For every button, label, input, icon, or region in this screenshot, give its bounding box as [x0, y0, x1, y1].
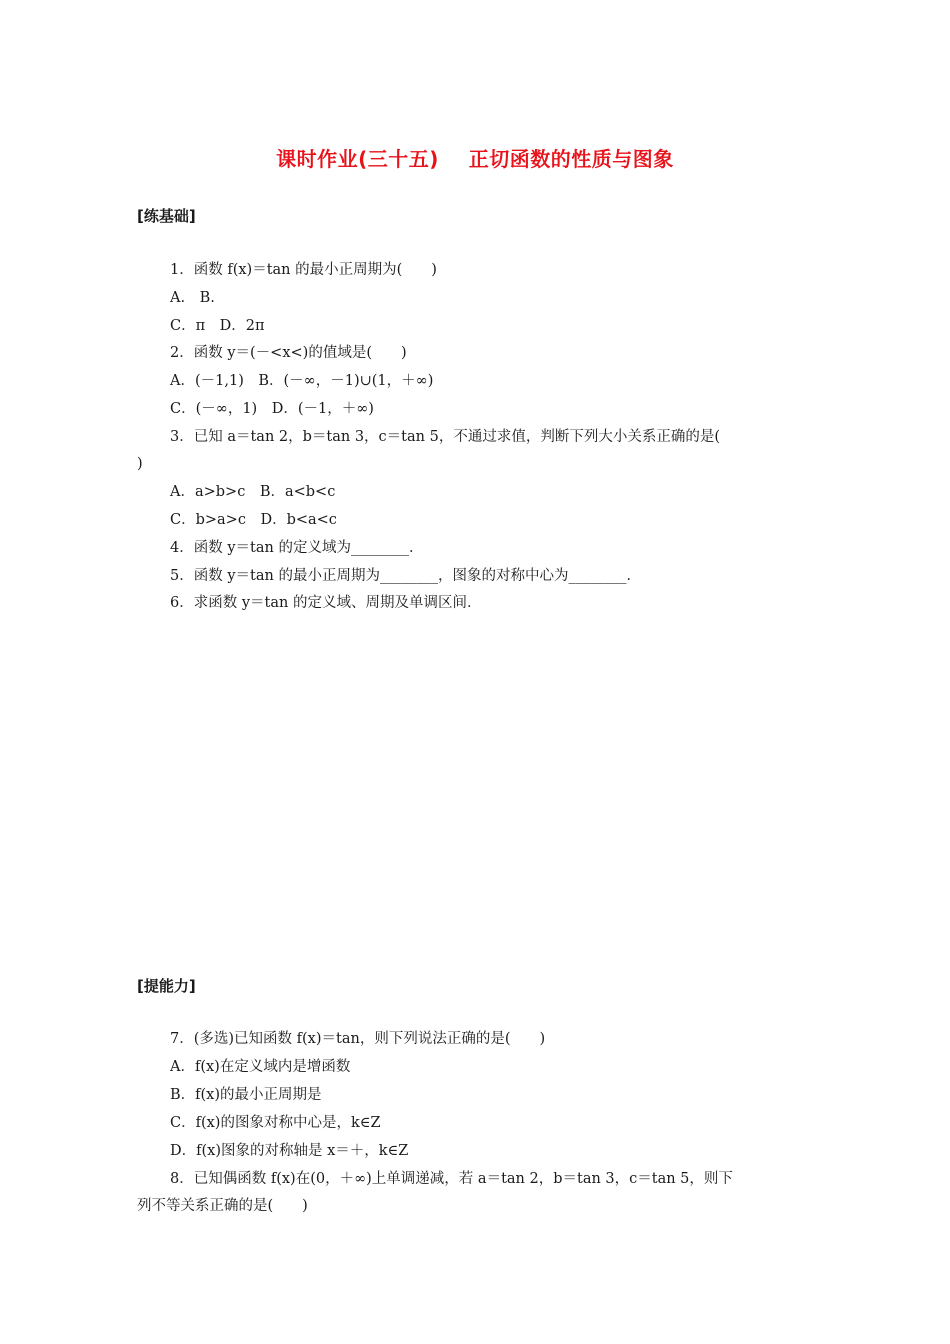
question-3-options-ab: A．a>b>c B．a<b<c — [170, 484, 336, 500]
question-6: 6．求函数 y＝tan 的定义域、周期及单调区间． — [170, 595, 482, 611]
question-8: 8．已知偶函数 f(x)在(0，＋∞)上单调递减，若 a＝tan 2，b＝tan 3，c＝tan 5，则下 — [170, 1171, 733, 1187]
question-1-options-ab: A. B. — [170, 290, 215, 306]
question-2-options-cd: C．(－∞，1) D．(－1，＋∞) — [170, 401, 374, 417]
question-3-options-cd: C．b>a>c D．b<a<c — [170, 512, 337, 528]
section-heading-advanced: [提能力] — [137, 977, 196, 995]
question-3-continued: ) — [137, 456, 143, 472]
question-1: 1．函数 f(x)＝tan 的最小正周期为( ) — [170, 262, 437, 278]
question-1-options-cd: C．π D．2π — [170, 318, 265, 334]
question-4: 4．函数 y＝tan 的定义域为________． — [170, 540, 424, 556]
question-5: 5．函数 y＝tan 的最小正周期为________，图象的对称中心为________． — [170, 568, 641, 584]
page-title: 课时作业(三十五) 正切函数的性质与图象 — [276, 147, 674, 171]
question-7: 7．(多选)已知函数 f(x)＝tan，则下列说法正确的是( ) — [170, 1031, 546, 1047]
question-7-option-c: C．f(x)的图象对称中心是，k∈Z — [170, 1115, 381, 1131]
question-7-option-b: B．f(x)的最小正周期是 — [170, 1087, 322, 1103]
question-2-options-ab: A．(－1,1) B．(－∞，－1)∪(1，＋∞) — [170, 373, 434, 389]
question-7-option-a: A．f(x)在定义域内是增函数 — [170, 1059, 351, 1075]
section-heading-basics: [练基础] — [137, 207, 196, 225]
question-3: 3．已知 a＝tan 2，b＝tan 3，c＝tan 5，不通过求值，判断下列大小关系正确的是( — [170, 429, 720, 445]
question-2: 2．函数 y＝(－<x<)的值域是( ) — [170, 345, 407, 361]
question-7-option-d: D．f(x)图象的对称轴是 x＝＋，k∈Z — [170, 1143, 409, 1159]
question-8-continued: 列不等关系正确的是( ) — [137, 1198, 308, 1214]
